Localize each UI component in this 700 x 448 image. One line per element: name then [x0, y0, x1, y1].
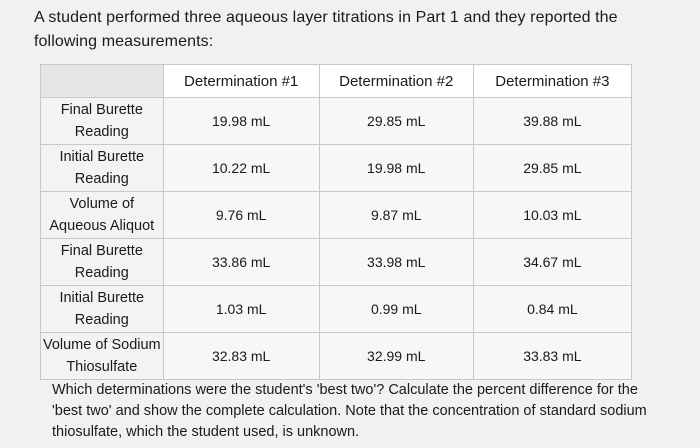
row-label: Volume of Aqueous Aliquot: [41, 192, 164, 239]
row-label: Final Burette Reading: [41, 98, 164, 145]
row-label: Volume of Sodium Thiosulfate: [41, 333, 164, 380]
table-cell: 33.86 mL: [163, 239, 319, 286]
row-label: Initial Burette Reading: [41, 145, 164, 192]
question-text: Which determinations were the student's 'best two'? Calculate the percent difference for the 'best two' and show the complete calculation. Note that the concentration of standard sodium thiosulfate, which the student used, is unknown.: [52, 382, 647, 440]
table-row: [41, 333, 632, 380]
table-cell: 10.22 mL: [163, 145, 319, 192]
table-cell: 1.03 mL: [163, 286, 319, 333]
table-cell: 34.67 mL: [473, 239, 631, 286]
table-cell: 29.85 mL: [319, 98, 473, 145]
table-cell: 32.83 mL: [163, 333, 319, 380]
table-cell: 19.98 mL: [163, 98, 319, 145]
table-row: [41, 98, 632, 145]
table-cell: 0.84 mL: [473, 286, 631, 333]
row-label: Initial Burette Reading: [41, 286, 164, 333]
table-cell: 33.98 mL: [319, 239, 473, 286]
row-label: Final Burette Reading: [41, 239, 164, 286]
table-row: [41, 239, 632, 286]
table-cell: 33.83 mL: [473, 333, 631, 380]
table-cell: 32.99 mL: [319, 333, 473, 380]
measurements-table: [40, 64, 632, 380]
table-corner-cell: [41, 65, 164, 98]
table-cell: 0.99 mL: [319, 286, 473, 333]
table-cell: 19.98 mL: [319, 145, 473, 192]
header-determination-1: Determination #1: [163, 65, 319, 98]
header-determination-2: Determination #2: [319, 65, 473, 98]
header-determination-3: Determination #3: [473, 65, 631, 98]
table-cell: 9.76 mL: [163, 192, 319, 239]
table-row: [41, 286, 632, 333]
table-row: [41, 145, 632, 192]
table-cell: 29.85 mL: [473, 145, 631, 192]
table-header-row: [41, 65, 632, 98]
table-row: [41, 192, 632, 239]
table-cell: 9.87 mL: [319, 192, 473, 239]
table-cell: 39.88 mL: [473, 98, 631, 145]
table-cell: 10.03 mL: [473, 192, 631, 239]
intro-text: A student performed three aqueous layer titrations in Part 1 and they reported the following measurements:: [34, 9, 618, 50]
